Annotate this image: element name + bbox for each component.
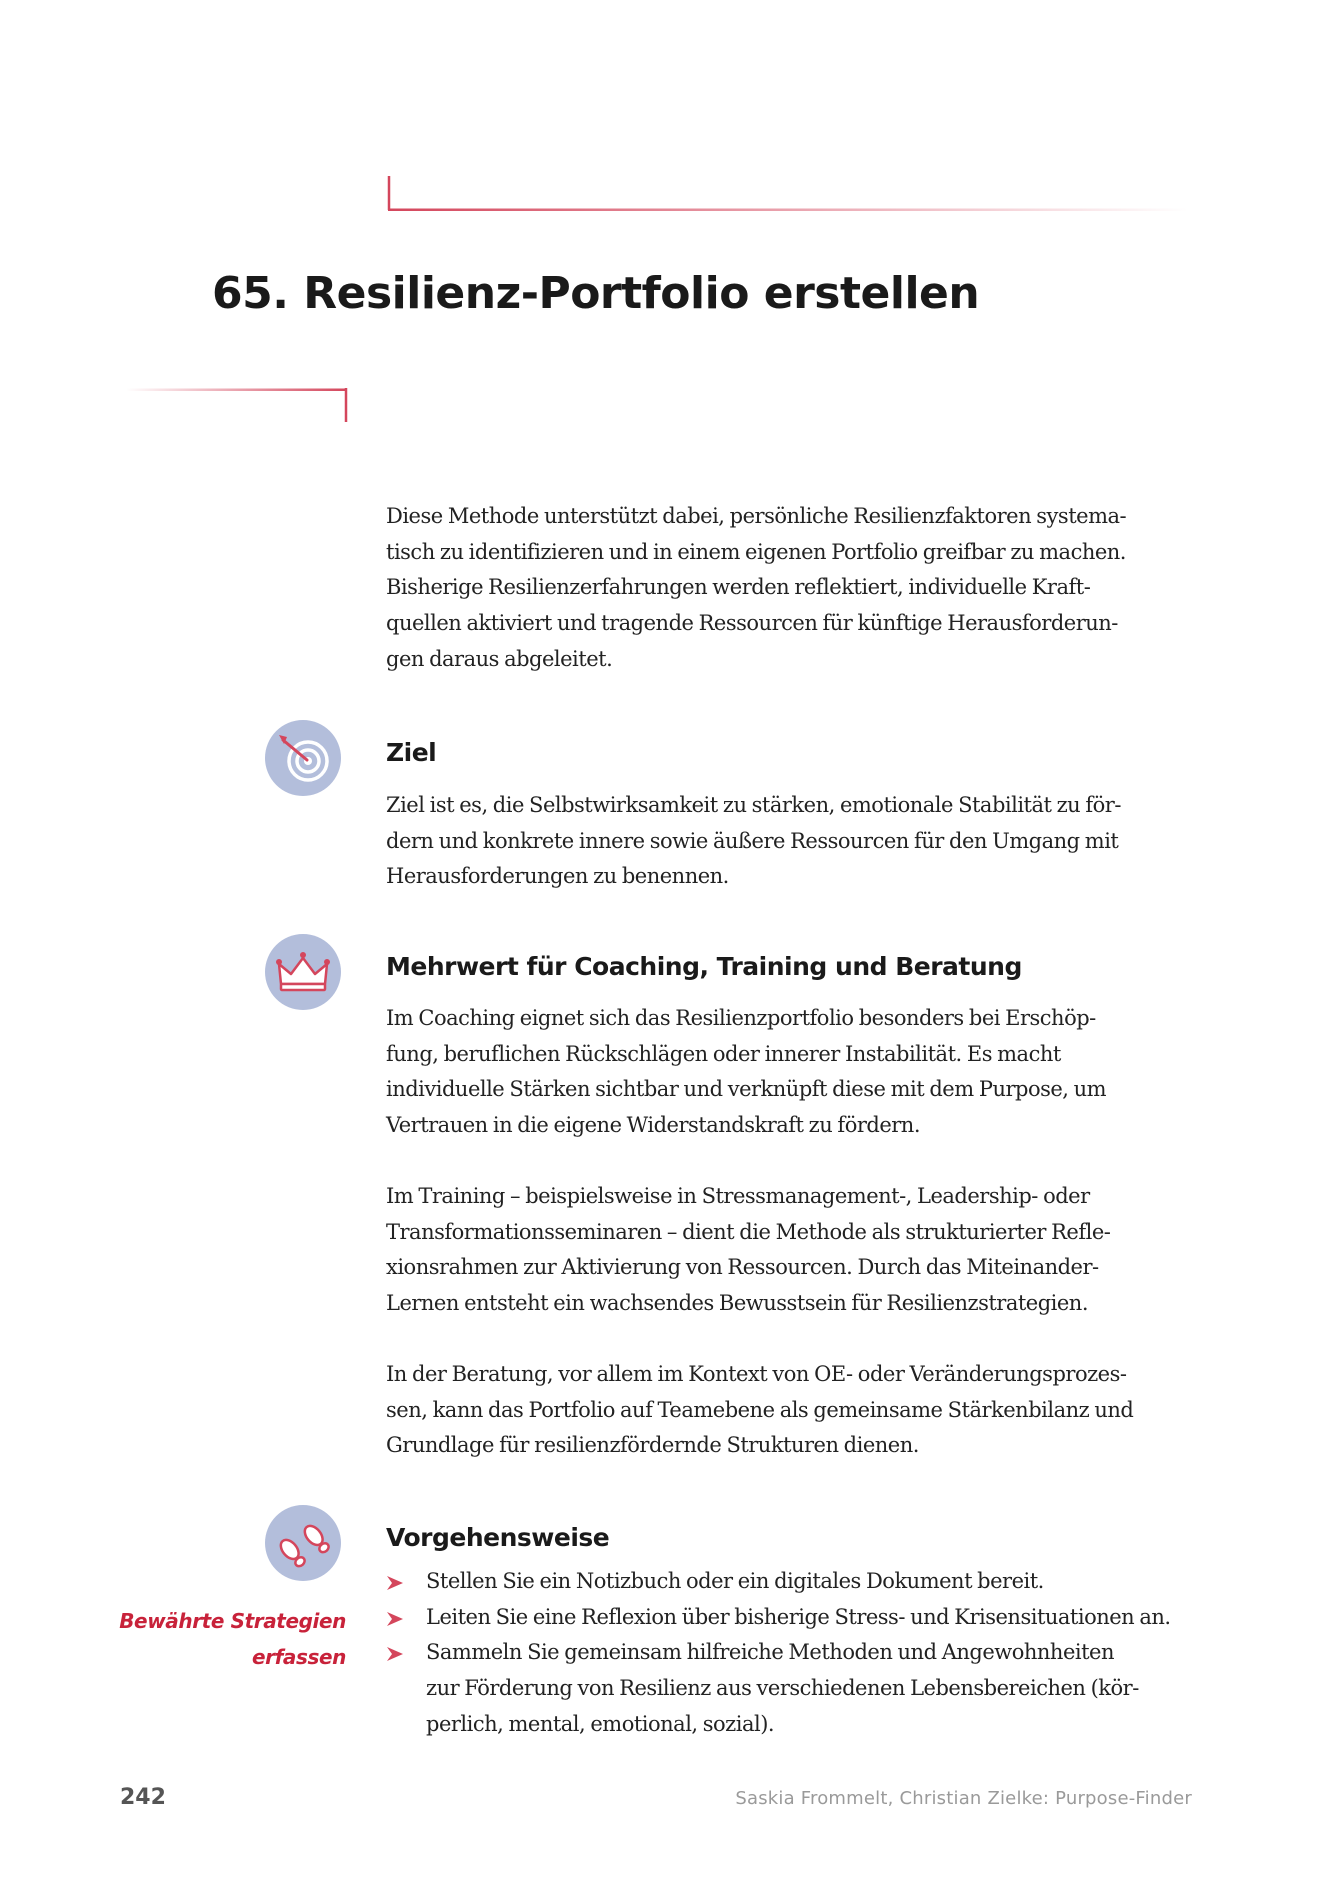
- page-number: 242: [120, 1785, 166, 1810]
- list-item: Stellen Sie ein Notizbuch oder ein digitales Dokument bereit.: [386, 1564, 1246, 1600]
- list-item: Leiten Sie eine Reflexion über bisherige Stress- und Krisensituationen an.: [386, 1600, 1246, 1636]
- arrow-bullet-icon: [386, 1575, 404, 1591]
- footprints-icon: [265, 1505, 341, 1581]
- arrow-bullet-icon: [386, 1611, 404, 1627]
- vorgehen-heading: Vorgehensweise: [386, 1523, 610, 1552]
- intro-paragraph: Diese Methode unterstützt dabei, persönliche Resilienzfaktoren systema- tisch zu identifizieren und in einem eigenen Portfolio greifbar zu machen. Bisherige Resilienzerfahrungen werden reflektiert, individuelle Kraft- quellen aktiviert und tragende Ressourcen für künftige Herausforderun- gen daraus abgeleitet.: [386, 504, 1127, 671]
- arrow-bullet-icon: [386, 1646, 404, 1662]
- footer-credit: Saskia Frommelt, Christian Zielke: Purpose-Finder: [735, 1788, 1192, 1809]
- page-title: 65. Resilienz-Portfolio erstellen: [212, 268, 980, 319]
- crown-icon: [265, 934, 341, 1010]
- top-bracket-decoration: [0, 0, 1320, 440]
- ziel-paragraph: Ziel ist es, die Selbstwirksamkeit zu stärken, emotionale Stabilität zu för- dern und konkrete innere sowie äußere Ressourcen für den Umgang mit Herausforderungen zu benennen.: [386, 793, 1121, 889]
- target-icon: [265, 720, 341, 796]
- margin-note: Bewährte Strategien erfassen: [119, 1609, 346, 1669]
- mehrwert-heading: Mehrwert für Coaching, Training und Beratung: [386, 952, 1022, 981]
- mehrwert-paragraph-coaching: Im Coaching eignet sich das Resilienzportfolio besonders bei Erschöp- fung, beruflichen Rückschlägen oder innerer Instabilität. Es macht individuelle Stärken sichtbar und verknüpft diese mit dem Purpose, um Vertrauen in die eigene Widerstandskraft zu fördern.: [386, 1006, 1107, 1138]
- mehrwert-paragraph-training: Im Training – beispielsweise in Stressmanagement-, Leadership- oder Transformationsseminaren – dient die Methode als strukturierter Refle- xionsrahmen zur Aktivierung von Ressourcen. Durch das Miteinander- Lernen entsteht ein wachsendes Bewusstsein für Resilienzstrategien.: [386, 1184, 1111, 1316]
- ziel-heading: Ziel: [386, 738, 437, 767]
- mehrwert-paragraph-beratung: In der Beratung, vor allem im Kontext von OE- oder Veränderungsprozes- sen, kann das Portfolio auf Teamebene als gemeinsame Stärkenbilanz und Grundlage für resilienzfördernde Strukturen dienen.: [386, 1362, 1134, 1458]
- steps-list: [386, 1564, 1246, 1743]
- list-item: Sammeln Sie gemeinsam hilfreiche Methoden und Angewohnheiten zur Förderung von Resilienz aus verschiedenen Lebensbereichen (kör- perlich, mental, emotional, sozial).: [386, 1635, 1246, 1742]
